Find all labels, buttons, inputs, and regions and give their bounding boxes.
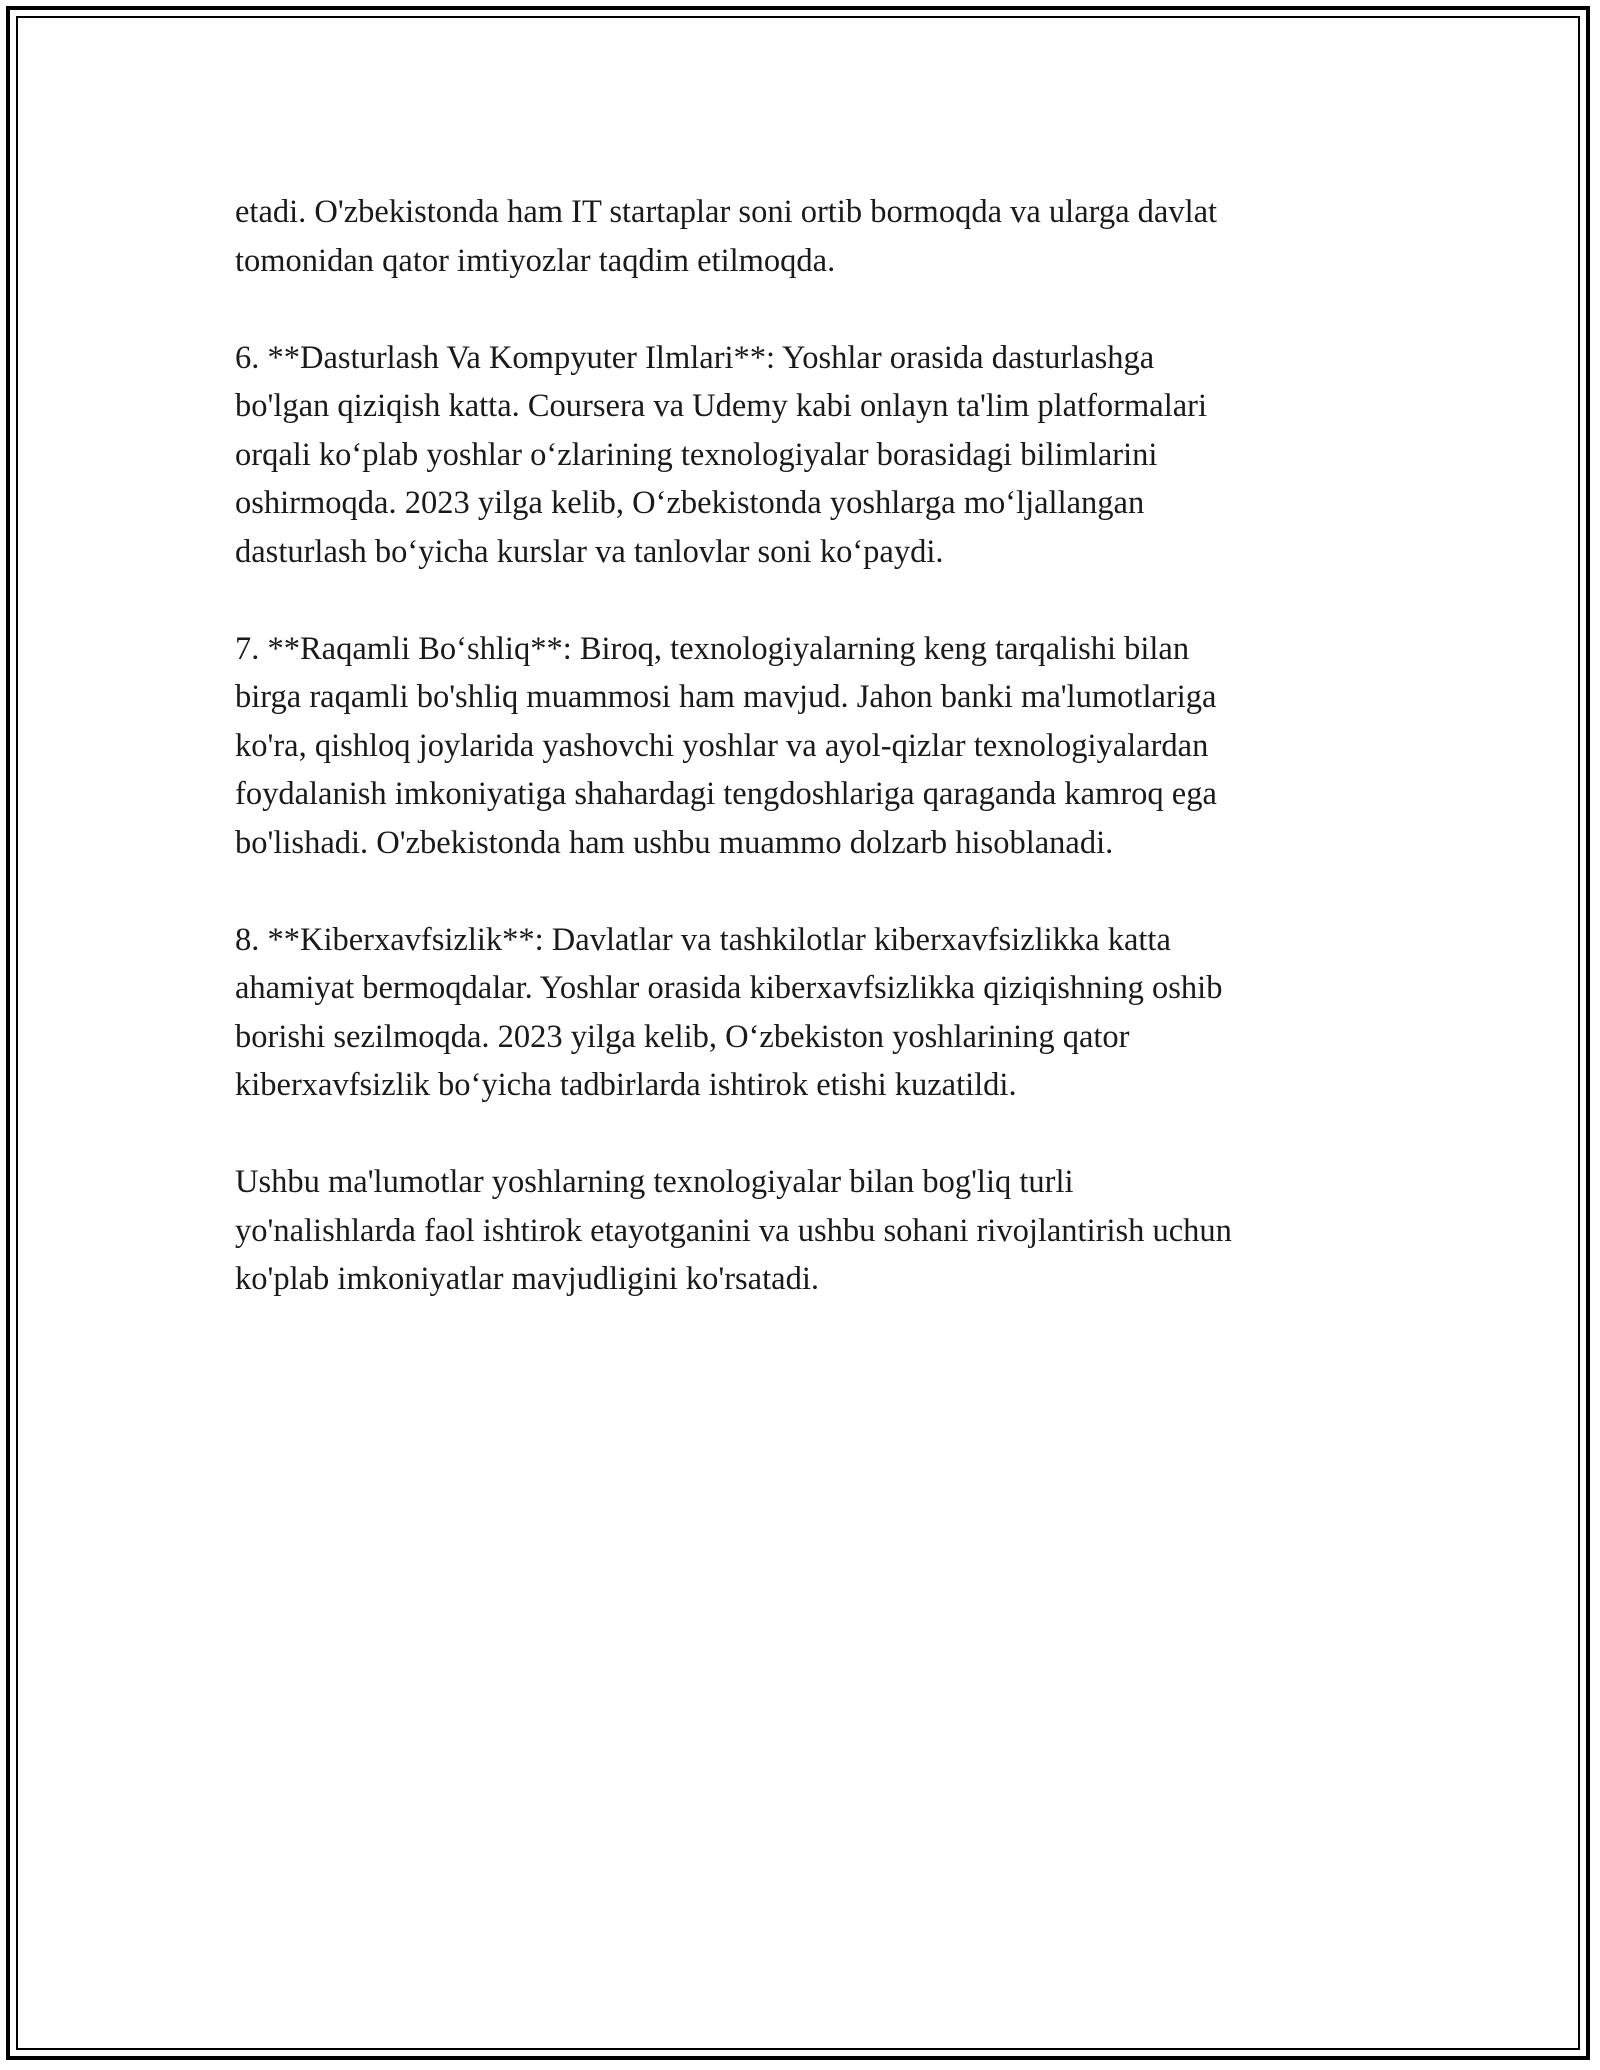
paragraph-programming: 6. **Dasturlash Va Kompyuter Ilmlari**: Yoshlar orasida dasturlashga bo'lgan qiziqish katta. Coursera va Udemy kabi onlayn ta'lim platformalari orqali ko‘plab yoshlar o‘zlarining texnologiyalar borasidagi bilimlarini oshirmoqda. 2023 yilga kelib, O‘zbekistonda yoshlarga mo‘ljallangan dasturlash bo‘yicha kurslar va tanlovlar soni ko‘paydi. <box>235 339 1208 570</box>
document-body <box>235 188 1375 1352</box>
paragraph-continuation: etadi. O'zbekistonda ham IT startaplar soni ortib bormoqda va ularga davlat tomonidan qator imtiyozlar taqdim etilmoqda. <box>235 194 1218 279</box>
paragraph-digital-divide: 7. **Raqamli Bo‘shliq**: Biroq, texnologiyalarning keng tarqalishi bilan birga raqamli bo'shliq muammosi ham mavjud. Jahon banki ma'lumotlariga ko'ra, qishloq joylarida yashovchi yoshlar va ayol-qizlar texnologiyalardan foydalanish imkoniyatiga shahardagi tengdoshlariga qaraganda kamroq ega bo'lishadi. O'zbekistonda ham ushbu muammo dolzarb hisoblanadi. <box>235 630 1217 861</box>
paragraph-cybersecurity: 8. **Kiberxavfsizlik**: Davlatlar va tashkilotlar kiberxavfsizlikka katta ahamiyat bermoqdalar. Yoshlar orasida kiberxavfsizlikka qiziqishning oshib borishi sezilmoqda. 2023 yilga kelib, O‘zbekiston yoshlarining qator kiberxavfsizlik bo‘yicha tadbirlarda ishtirok etishi kuzatildi. <box>235 921 1223 1103</box>
paragraph-conclusion: Ushbu ma'lumotlar yoshlarning texnologiyalar bilan bog'liq turli yo'nalishlarda faol ishtirok etayotganini va ushbu sohani rivojlantirish uchun ko'plab imkoniyatlar mavjudligini ko'rsatadi. <box>235 1164 1232 1297</box>
